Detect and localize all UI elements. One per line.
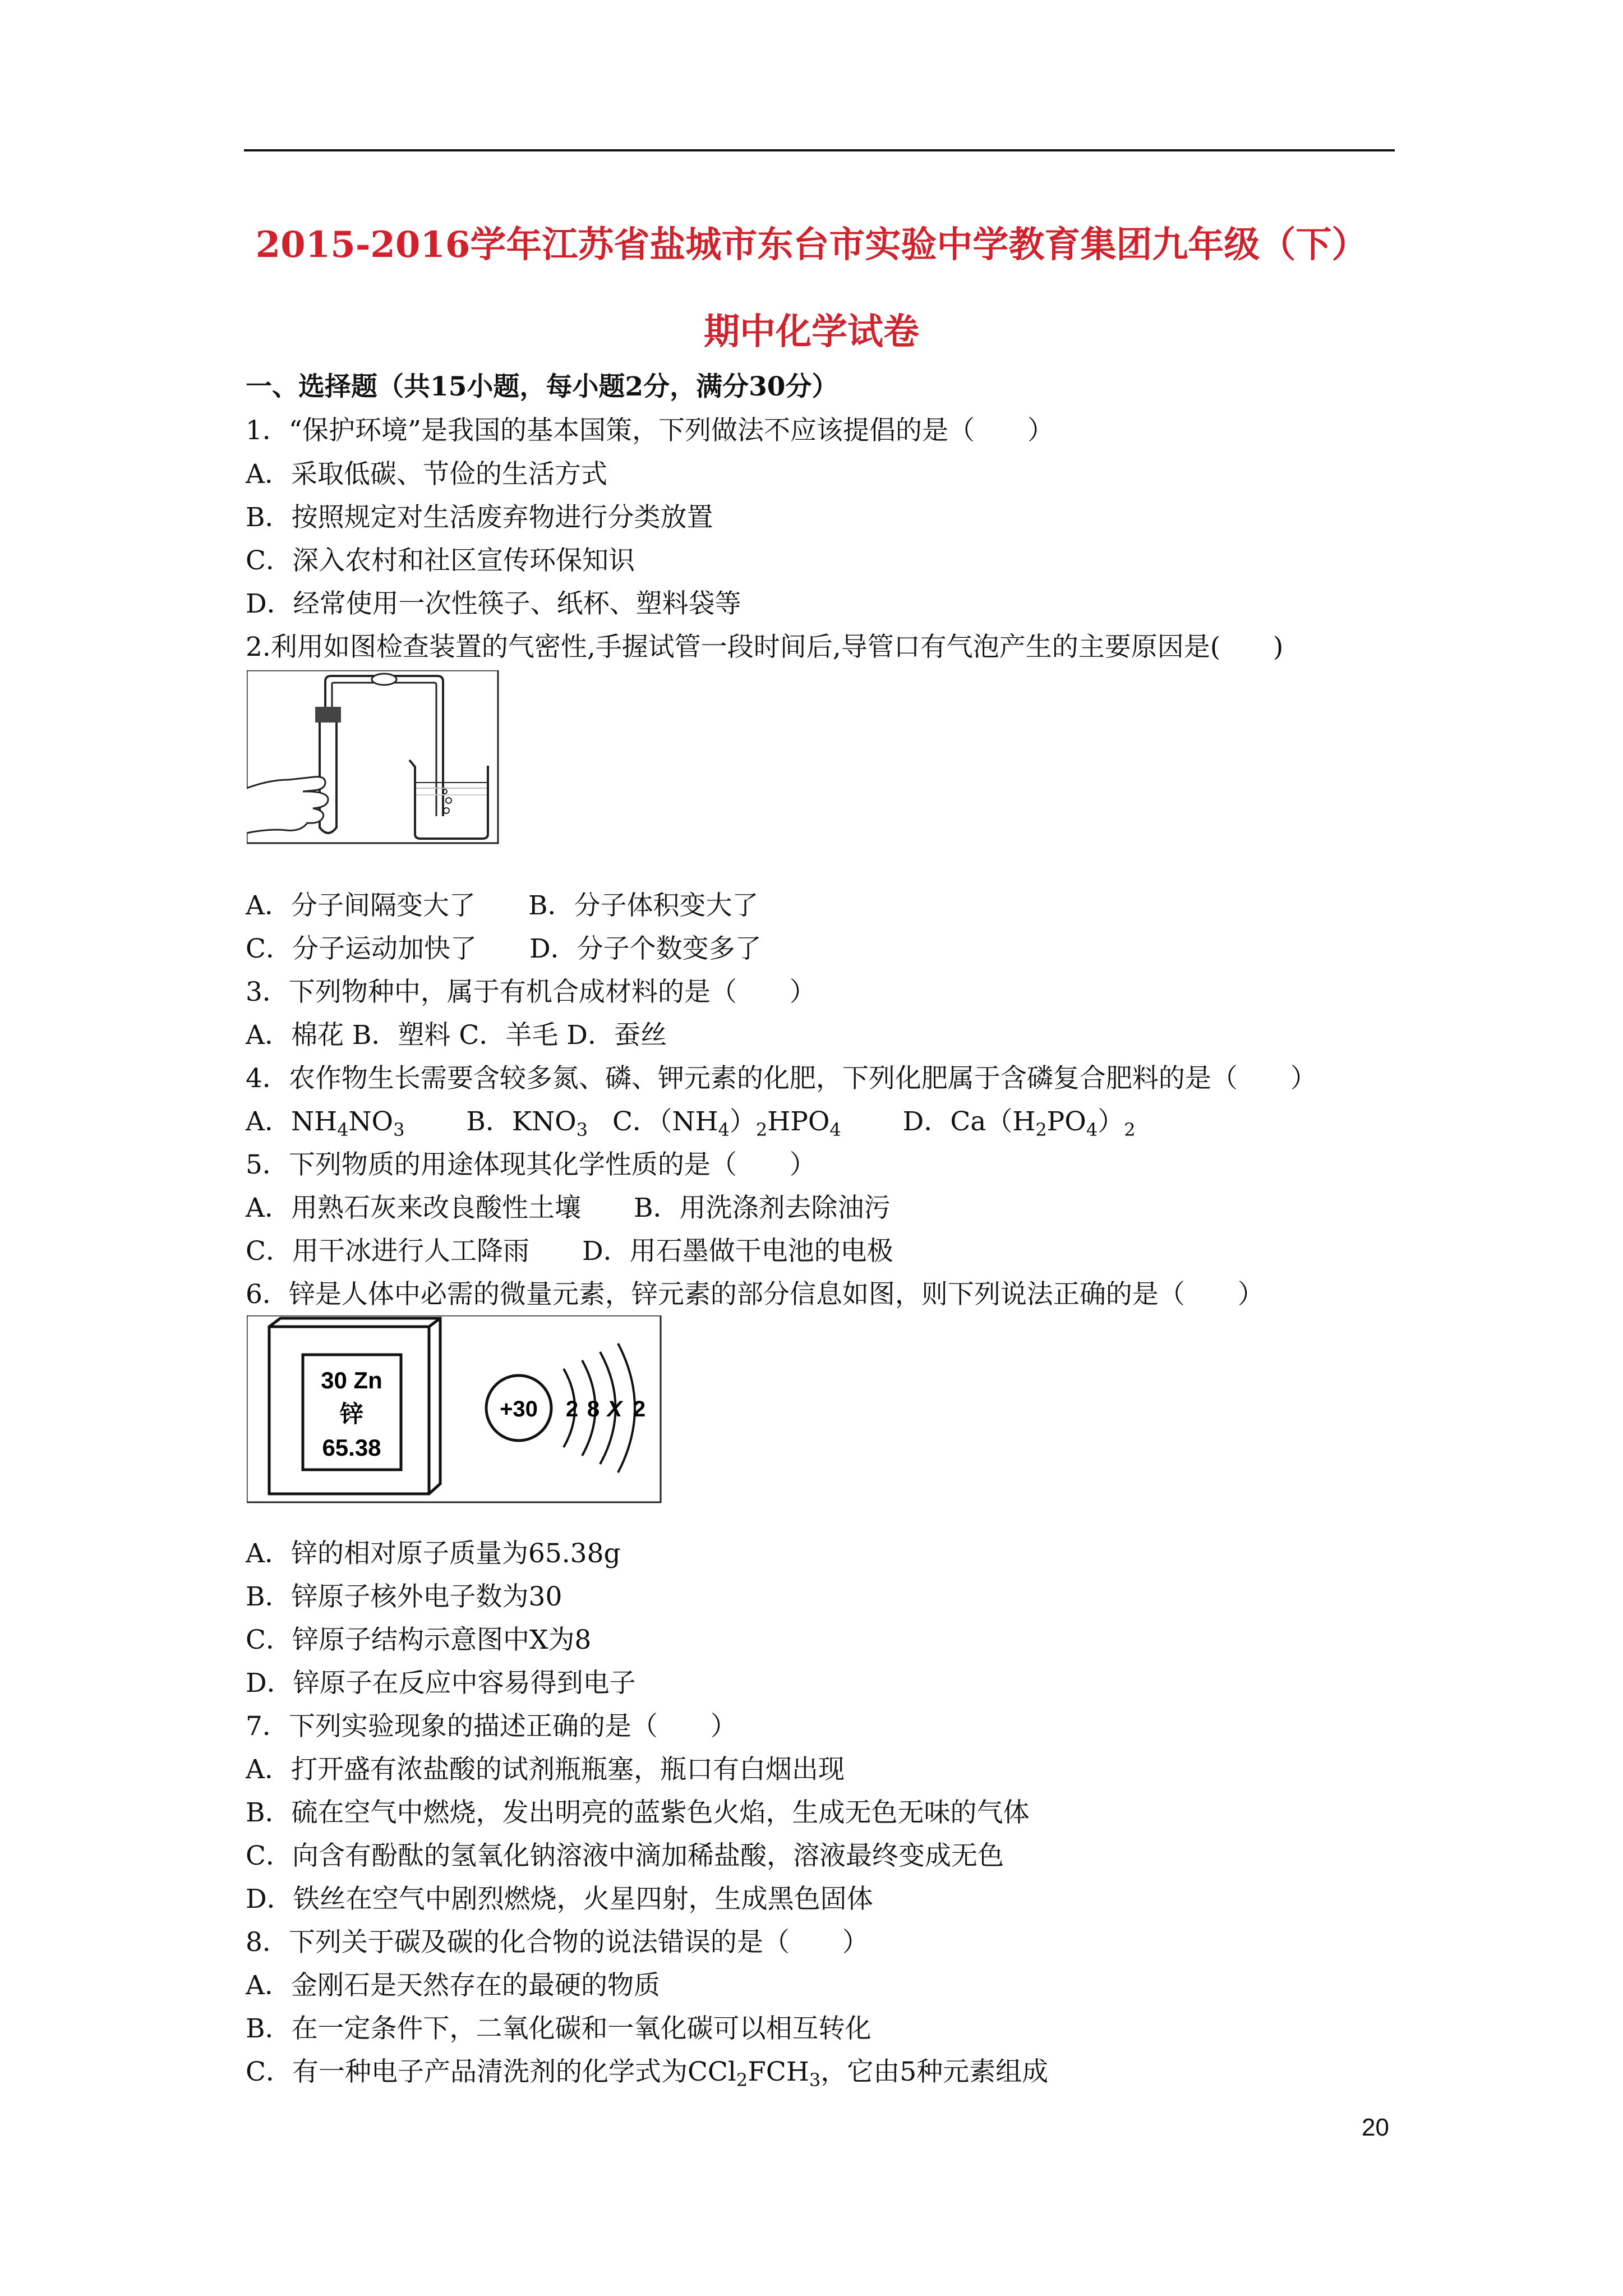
q8-option-a: A．金刚石是天然存在的最硬的物质 (246, 1970, 660, 2001)
q3-options: A．棉花 B．塑料 C．羊毛 D．蚕丝 (246, 1020, 667, 1051)
airtightness-apparatus-figure (247, 670, 499, 844)
section-heading: 一、选择题（共15小题，每小题2分，满分30分） (246, 371, 838, 402)
q1-option-c: C．深入农村和社区宣传环保知识 (246, 545, 635, 576)
q6-option-d: D．锌原子在反应中容易得到电子 (246, 1668, 636, 1699)
q5-stem: 5．下列物质的用途体现其化学性质的是（ ） (246, 1149, 816, 1180)
q4-option-a: A．$NH_4NO_3$ (246, 1106, 405, 1140)
zinc-name: 锌 (339, 1400, 364, 1428)
shell-2-electrons: 8 (587, 1397, 600, 1421)
shell-3-electrons: X (607, 1397, 623, 1421)
q4-option-b: B．$KNO_3$ (466, 1106, 588, 1140)
q6-option-b: B．锌原子核外电子数为30 (246, 1581, 562, 1612)
shell-4-electrons: 2 (633, 1397, 646, 1421)
q2-options-ab: A．分子间隔变大了 B．分子体积变大了 (246, 890, 759, 921)
q5-options-ab: A．用熟石灰来改良酸性土壤 B．用洗涤剂去除油污 (246, 1193, 891, 1223)
q4-option-d: D．$Ca(H_2PO_4)_2$ (902, 1106, 1136, 1140)
page-number: 20 (1362, 2114, 1389, 2141)
q7-stem: 7．下列实验现象的描述正确的是（ ） (246, 1711, 737, 1742)
q8-option-c: C．有一种电子产品清洗剂的化学式为$CCl_2FCH_3$，它由5种元素组成 (246, 2056, 1049, 2091)
q1-option-a: A．采取低碳、节俭的生活方式 (246, 459, 607, 490)
q1-stem: 1．“保护环境”是我国的基本国策，下列做法不应该提倡的是（ ） (246, 415, 1054, 446)
header-rule (244, 149, 1395, 151)
q4-stem: 4．农作物生长需要含较多氮、磷、钾元素的化肥，下列化肥属于含磷复合肥料的是（ ） (246, 1063, 1317, 1094)
zinc-element-figure (247, 1315, 662, 1503)
q6-option-c: C．锌原子结构示意图中X为8 (246, 1625, 592, 1655)
nucleus-charge: +30 (500, 1397, 538, 1421)
shell-1-electrons: 2 (565, 1397, 579, 1421)
zinc-number-symbol: 30 Zn (321, 1367, 382, 1393)
exam-title-line2: 期中化学试卷 (704, 311, 919, 353)
q7-option-d: D．铁丝在空气中剧烈燃烧，火星四射，生成黑色固体 (246, 1884, 873, 1915)
q7-option-c: C．向含有酚酞的氢氧化钠溶液中滴加稀盐酸，溶液最终变成无色 (246, 1841, 1004, 1871)
q3-stem: 3．下列物种中，属于有机合成材料的是（ ） (246, 977, 816, 1007)
q8-option-b: B．在一定条件下，二氧化碳和一氧化碳可以相互转化 (246, 2013, 872, 2044)
exam-title-line1: 2015-2016学年江苏省盐城市东台市实验中学教育集团九年级（下） (255, 224, 1368, 266)
q1-option-b: B．按照规定对生活废弃物进行分类放置 (246, 502, 713, 533)
q7-option-b: B．硫在空气中燃烧，发出明亮的蓝紫色火焰，生成无色无味的气体 (246, 1797, 1030, 1828)
q1-option-d: D．经常使用一次性筷子、纸杯、塑料袋等 (246, 588, 741, 619)
q6-option-a: A．锌的相对原子质量为65.38g (246, 1538, 621, 1569)
zinc-mass: 65.38 (322, 1434, 381, 1461)
q2-options-cd: C．分子运动加快了 D．分子个数变多了 (246, 933, 762, 964)
q6-stem: 6．锌是人体中必需的微量元素，锌元素的部分信息如图，则下列说法正确的是（ ） (246, 1279, 1264, 1310)
q4-option-c: C．$(NH_4)_2HPO_4$ (612, 1106, 841, 1140)
q8-stem: 8．下列关于碳及碳的化合物的说法错误的是（ ） (246, 1927, 869, 1958)
q5-options-cd: C．用干冰进行人工降雨 D．用石墨做干电池的电极 (246, 1236, 893, 1267)
q2-stem: 2.利用如图检查装置的气密性,手握试管一段时间后,导管口有气泡产生的主要原因是( ) (246, 632, 1284, 662)
q4-options (246, 1105, 1136, 1139)
q7-option-a: A．打开盛有浓盐酸的试剂瓶瓶塞，瓶口有白烟出现 (246, 1754, 845, 1785)
